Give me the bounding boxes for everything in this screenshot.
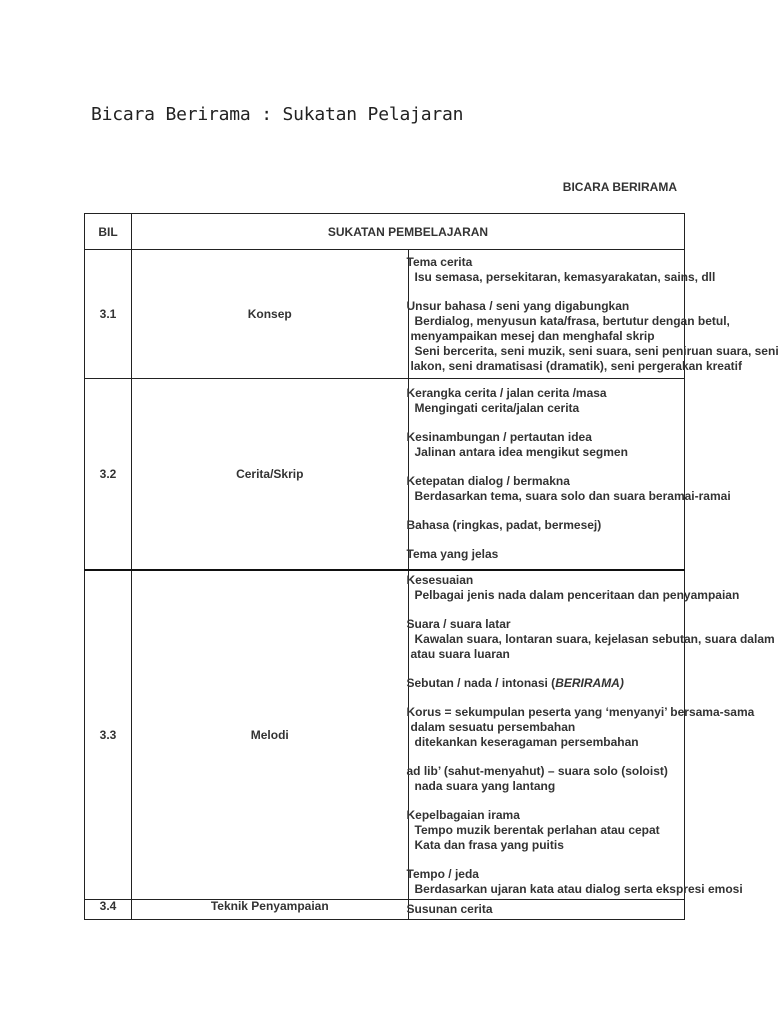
row-content <box>408 900 685 920</box>
content-line <box>407 632 775 647</box>
content-line-text: Pelbagai jenis nada dalam penceritaan dan penyampaian <box>414 588 740 602</box>
content-line-text: ditekankan keseragaman persembahan <box>414 735 639 749</box>
content-line <box>407 313 730 329</box>
content-line <box>407 329 685 344</box>
content-line-text: atau suara luaran <box>410 647 510 661</box>
content-line <box>407 823 685 838</box>
blank-line <box>409 750 685 764</box>
content-line-text: dalam sesuatu persembahan <box>410 720 576 734</box>
document-heading: BICARA BERIRAMA <box>562 180 677 194</box>
content-line <box>407 474 685 489</box>
content-line-emphasis: BERIRAMA) <box>555 676 624 690</box>
content-line <box>407 647 685 662</box>
content-line-text: Korus = sekumpulan peserta yang ‘menyanyi’ bersama-sama <box>406 705 755 719</box>
header-bil: BIL <box>85 214 132 250</box>
content-line-text: lakon, seni dramatisasi (dramatik), seni pergerakan kreatif <box>410 358 742 373</box>
content-line <box>407 588 740 603</box>
content-line-text: Isu semasa, persekitaran, kemasyarakatan, sains, dll <box>414 269 716 284</box>
content-line <box>407 808 685 823</box>
content-line <box>407 401 685 416</box>
content-line-text: Kawalan suara, lontaran suara, kejelasan sebutan, suara dalam <box>414 632 775 646</box>
content-line <box>407 779 685 794</box>
row-topic: Konsep <box>132 250 409 379</box>
row-bil: 3.1 <box>85 250 132 379</box>
document-title: Bicara Berirama : Sukatan Pelajaran <box>91 104 464 125</box>
content-line-text: Berdialog, menyusun kata/frasa, bertutur dengan betul, <box>414 313 730 328</box>
blank-line <box>409 285 685 299</box>
content-line <box>407 882 743 897</box>
content-line-text: ad lib’ (sahut-menyahut) – suara solo (soloist) <box>406 764 668 778</box>
content-line <box>407 764 685 779</box>
content-line-text: nada suara yang lantang <box>414 779 556 793</box>
content-line <box>407 445 685 460</box>
content-line-text: Kepelbagaian irama <box>406 808 520 822</box>
content-line <box>407 269 716 285</box>
content-line-text: Seni bercerita, seni muzik, seni suara, seni peniruan suara, seni <box>414 343 779 358</box>
blank-line <box>409 691 685 705</box>
header-sukatan: SUKATAN PEMBELAJARAN <box>132 214 685 250</box>
content-line-text: Susunan cerita <box>406 902 493 916</box>
content-line <box>407 720 685 735</box>
content-line <box>407 735 685 750</box>
blank-line <box>409 662 685 676</box>
content-line-text: Ketepatan dialog / bermakna <box>406 474 570 488</box>
content-line <box>407 573 685 588</box>
row-content <box>406 250 779 379</box>
row-bil: 3.4 <box>85 900 132 920</box>
syllabus-table <box>84 213 779 920</box>
content-line <box>407 547 685 562</box>
content-line <box>407 676 685 691</box>
content-line <box>407 518 685 533</box>
blank-line <box>409 533 685 547</box>
content-line-text: Unsur bahasa / seni yang digabungkan <box>406 298 630 313</box>
content-line-text: Kesesuaian <box>406 573 474 587</box>
row-bil: 3.2 <box>85 379 132 571</box>
table-row <box>85 379 685 571</box>
content-line-text: Tema cerita <box>406 254 473 269</box>
content-line-text: Tema yang jelas <box>406 547 499 561</box>
row-topic: Teknik Penyampaian <box>132 900 409 920</box>
blank-line <box>409 603 685 617</box>
blank-line <box>409 416 685 430</box>
blank-line <box>409 853 685 867</box>
table-row <box>85 570 685 900</box>
content-line <box>407 386 685 401</box>
row-content <box>406 379 731 571</box>
content-line <box>407 489 731 504</box>
content-line <box>407 255 685 270</box>
content-line-text: Kesinambungan / pertautan idea <box>406 430 592 444</box>
blank-line <box>409 460 685 474</box>
content-line <box>407 867 685 882</box>
content-line <box>407 838 685 853</box>
content-line-text: Berdasarkan tema, suara solo dan suara beramai-ramai <box>414 489 731 503</box>
content-line-text: Tempo muzik berentak perlahan atau cepat <box>414 823 660 837</box>
row-topic: Melodi <box>132 570 409 900</box>
content-line-text: Kata dan frasa yang puitis <box>414 838 564 852</box>
content-line <box>407 299 685 314</box>
row-bil: 3.3 <box>85 570 132 900</box>
content-line-text: Suara / suara latar <box>406 617 511 631</box>
blank-line <box>409 794 685 808</box>
row-content <box>406 570 775 900</box>
content-line-text: Bahasa (ringkas, padat, bermesej) <box>406 518 602 532</box>
content-line-text: Tempo / jeda <box>406 867 479 881</box>
content-line-text: Jalinan antara idea mengikut segmen <box>414 445 628 459</box>
content-line-text: Kerangka cerita / jalan cerita /masa <box>406 386 607 400</box>
table-header-row <box>85 214 685 250</box>
table-row <box>85 250 685 379</box>
content-line <box>407 430 685 445</box>
content-line-text: Berdasarkan ujaran kata atau dialog serta ekspresi emosi <box>414 882 743 896</box>
blank-line <box>409 504 685 518</box>
content-line-text: Mengingati cerita/jalan cerita <box>414 401 580 415</box>
content-line <box>407 617 685 632</box>
content-line <box>406 705 755 720</box>
content-line <box>407 902 685 917</box>
row-topic: Cerita/Skrip <box>132 379 409 571</box>
content-line <box>407 343 779 359</box>
table-row <box>85 900 685 920</box>
content-line <box>407 358 742 374</box>
content-line-text: Sebutan / nada / intonasi ( <box>406 676 556 690</box>
content-line-text: menyampaikan mesej dan menghafal skrip <box>410 328 655 343</box>
